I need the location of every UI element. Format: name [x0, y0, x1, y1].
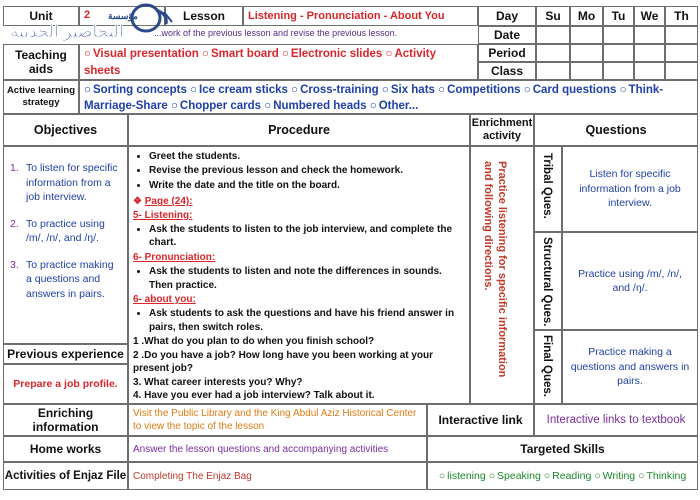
period-cell-mo[interactable]	[570, 44, 603, 62]
procedure-body	[128, 146, 470, 404]
aid-option[interactable]: ○ Visual presentation	[84, 48, 199, 60]
final-ques-label: Final Ques.	[541, 335, 553, 397]
procedure-step: • Write the date and the title on the board.	[149, 179, 465, 192]
strategy-options	[79, 80, 698, 114]
lesson-title-text: Listening - Pronunciation - About You	[248, 10, 445, 22]
procedure-intro-list	[133, 150, 465, 192]
previous-experience-text: Prepare a job profile.	[3, 364, 128, 404]
day-label: Day	[478, 6, 536, 26]
class-cell-th[interactable]	[665, 62, 698, 80]
warmup-text: ...work of the previous lesson and revise the previous lesson.	[154, 28, 398, 38]
strategy-option[interactable]: ○ Cross-training	[291, 84, 379, 96]
objective-text: To practice making a questions and answers in pairs.	[26, 258, 114, 300]
strategy-option[interactable]: ○ Sorting concepts	[84, 84, 187, 96]
objective-item	[10, 217, 121, 246]
strategy-option[interactable]: ○ Card questions	[524, 84, 617, 96]
interactive-link-label: Interactive link	[427, 404, 534, 436]
enrichment-cell	[470, 146, 534, 404]
strategy-option[interactable]: ○ Chopper cards	[171, 100, 261, 112]
final-ques-text: Practice making a questions and answers in pairs.	[562, 330, 698, 404]
objectives-list	[3, 146, 128, 344]
date-cell-th[interactable]	[665, 26, 698, 44]
section-title-listening: 5- Listening:	[133, 209, 193, 221]
watermark-line1: مؤسسة	[108, 11, 138, 21]
objective-num: 1.	[10, 162, 19, 174]
date-cell-su[interactable]	[536, 26, 570, 44]
class-cell-mo[interactable]	[570, 62, 603, 80]
date-cell-we[interactable]	[634, 26, 665, 44]
strategy-option[interactable]: ○ Think-Marriage-Share	[84, 84, 663, 112]
period-cell-th[interactable]	[665, 44, 698, 62]
skills-options	[427, 462, 698, 490]
teaching-aids-row1	[84, 46, 473, 80]
lesson-label: Lesson	[165, 6, 243, 26]
questions-header: Questions	[534, 114, 698, 146]
about-you-steps	[133, 307, 465, 334]
structural-ques-text: Practice using /m/, /n/, and /ŋ/.	[562, 232, 698, 330]
homework-text: Answer the lesson questions and accompanying activities	[128, 436, 427, 462]
date-cell-tu[interactable]	[603, 26, 634, 44]
strategy-option[interactable]: ○ Competitions	[438, 84, 520, 96]
objective-item	[10, 258, 121, 302]
date-cell-mo[interactable]	[570, 26, 603, 44]
diamond-icon: ❖	[133, 196, 142, 208]
objective-num: 3.	[10, 258, 19, 271]
teaching-aids-options	[79, 44, 478, 80]
procedure-page	[133, 195, 465, 208]
objective-text: To practice using /m/, /n/, and /ŋ/.	[26, 217, 105, 244]
teaching-aids-label: Teaching aids	[3, 44, 79, 80]
period-cell-su[interactable]	[536, 44, 570, 62]
final-ques-label-cell	[534, 330, 562, 404]
lesson-title	[243, 6, 478, 26]
enjaz-label: Activities of Enjaz File	[3, 462, 128, 490]
skill-option[interactable]: ○ Thinking	[638, 470, 686, 482]
procedure-step: • Ask the students to listen and note the differences in sounds. Then practice.	[149, 265, 465, 292]
strategy-label: Active learning strategy	[3, 80, 79, 114]
procedure-step: • Ask the students to listen to the job interview, and complete the chart.	[149, 223, 465, 250]
class-cell-we[interactable]	[634, 62, 665, 80]
period-cell-we[interactable]	[634, 44, 665, 62]
period-label: Period	[478, 44, 536, 62]
skill-option[interactable]: ○ Writing	[594, 470, 635, 482]
procedure-step: • Ask students to ask the questions and have his friend answer in pairs, then switch roles.	[149, 307, 465, 334]
objectives-header: Objectives	[3, 114, 128, 146]
skill-option[interactable]: ○ listening	[439, 470, 486, 482]
watermark-logo	[6, 2, 186, 46]
page-ref: Page (24):	[144, 196, 193, 208]
strategy-option[interactable]: ○ Numbered heads	[264, 100, 366, 112]
procedure-step: • Revise the previous lesson and check the homework.	[149, 164, 465, 177]
enjaz-text: Completing The Enjaz Bag	[128, 462, 427, 490]
day-th[interactable]: Th	[665, 6, 698, 26]
strategy-option[interactable]: ○ Ice cream sticks	[190, 84, 288, 96]
objective-text: To listen for specific information from a job interview.	[26, 162, 118, 203]
objective-num: 2.	[10, 217, 19, 230]
aid-option[interactable]: ○ Smart board	[202, 48, 279, 60]
structural-ques-label-cell	[534, 232, 562, 330]
day-we[interactable]: We	[634, 6, 665, 26]
day-su[interactable]: Su	[536, 6, 570, 26]
class-cell-tu[interactable]	[603, 62, 634, 80]
strategy-option[interactable]: ○ Other...	[370, 100, 419, 112]
day-mo[interactable]: Mo	[570, 6, 603, 26]
aid-option[interactable]: ○ Activity sheets	[84, 48, 436, 77]
aid-option[interactable]: ○ Electronic slides	[282, 48, 382, 60]
period-cell-tu[interactable]	[603, 44, 634, 62]
enrichment-header: Enrichment activity	[470, 114, 534, 146]
section-title-about-you: 6- about you:	[133, 294, 196, 306]
interactive-link[interactable]: Interactive links to textbook	[534, 404, 698, 436]
objective-item	[10, 161, 121, 205]
discussion-question: 3. What career interests you? Why?	[133, 376, 303, 388]
previous-experience-label: Previous experience	[3, 344, 128, 364]
structural-ques-label: Structural Ques.	[541, 237, 553, 327]
class-cell-su[interactable]	[536, 62, 570, 80]
enrichment-text: Practice listening for specific information and following directions.	[482, 161, 508, 378]
skill-option[interactable]: ○ Speaking	[489, 470, 541, 482]
day-tu[interactable]: Tu	[603, 6, 634, 26]
unit-label: Unit	[3, 6, 79, 26]
discussion-question: 2 .Do you have a job? How long have you been working at your present job?	[133, 349, 434, 375]
unit-number: 2	[84, 9, 91, 21]
watermark-line2: التحاضير الحديثة	[10, 22, 124, 41]
tribal-ques-label-cell	[534, 146, 562, 232]
discussion-question: 4. Have you ever had a job interview? Talk about it.	[133, 389, 375, 401]
section-title-pronunciation: 6- Pronunciation:	[133, 251, 216, 263]
discussion-question: 1 .What do you plan to do when you finish school?	[133, 336, 375, 348]
enriching-text: Visit the Public Library and the King Abdul Aziz Historical Center to view the topic of the lesson	[128, 404, 427, 436]
tribal-ques-text: Listen for specific information from a job interview.	[562, 146, 698, 232]
procedure-header: Procedure	[128, 114, 470, 146]
homework-label: Home works	[3, 436, 128, 462]
class-label: Class	[478, 62, 536, 80]
pronunciation-steps	[133, 265, 465, 292]
listening-steps	[133, 223, 465, 250]
enriching-label: Enriching information	[3, 404, 128, 436]
procedure-step: • Greet the students.	[149, 150, 465, 163]
date-label: Date	[478, 26, 536, 44]
targeted-skills-label: Targeted Skills	[427, 436, 698, 462]
tribal-ques-label: Tribal Ques.	[541, 153, 553, 219]
skill-option[interactable]: ○ Reading	[544, 470, 591, 482]
strategy-option[interactable]: ○ Six hats	[382, 84, 435, 96]
